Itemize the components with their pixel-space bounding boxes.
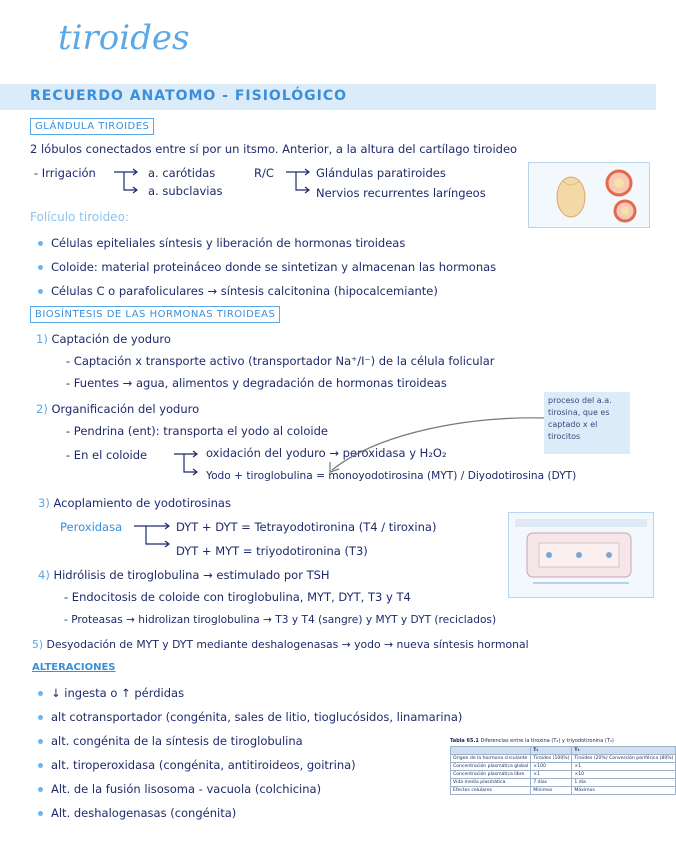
bullet-dot [38,265,43,270]
step2 [36,402,199,416]
peroxidasa-label: Peroxidasa [60,520,123,534]
alteration-text: alt. tiroperoxidasa (congénita, antitiroideos, goitrina) [51,758,356,772]
thyroid-drawing [529,163,649,227]
step-number: 4) [38,568,50,582]
bullet-dot [38,739,43,744]
biosynthesis-drawing [509,513,653,597]
step1 [36,332,171,346]
step3 [38,496,231,510]
step-title: Desyodación de MYT y DYT mediante deshalogenasas → yodo → nueva síntesis hormonal [46,638,529,651]
step4a: - Endocitosis de coloide con tiroglobulina, MYT, DYT, T3 y T4 [64,590,411,604]
table-cell: ×10 [572,771,676,779]
biosynthesis-heading: BIOSÍNTESIS DE LAS HORMONAS TIROIDEAS [30,306,280,323]
alteration-item [38,782,321,796]
follicle-item-text: Células epiteliales síntesis y liberación de hormonas tiroideas [51,236,406,250]
step3a: DYT + DYT = Tetrayodotironina (T4 / tiroxina) [176,520,437,534]
biosynthesis-diagram [508,512,654,598]
table-cell: ×1 [531,771,572,779]
bullet-dot [38,289,43,294]
follicle-item-text: Coloide: material proteináceo donde se sintetizan y almacenan las hormonas [51,260,497,274]
table-header-row [451,747,676,755]
step4b: - Proteasas → hidrolizan tiroglobulina → T3 y T4 (sangre) y MYT y DYT (reciclados) [64,614,497,626]
peroxidasa-bracket [132,516,174,552]
step-number: 1) [36,332,48,346]
rc-label: R/C [254,166,274,180]
irrigation-bracket [112,162,142,198]
step1b: - Fuentes → agua, alimentos y degradación de hormonas tiroideas [66,376,447,390]
table-cell: Efectos celulares [451,787,531,795]
table-caption-text: Diferencias entre la tiroxina (T₄) y triyodotironina (T₃) [480,738,614,744]
step-title: Organificación del yoduro [51,402,200,416]
thyroid-illustration [528,162,650,228]
table-cell: Vida media plasmática [451,779,531,787]
table-row [451,755,676,763]
alteration-item [38,734,303,748]
table-cell: ×100 [531,763,572,771]
step3b: DYT + MYT = triyodotironina (T3) [176,544,368,558]
alteration-text: alt cotransportador (congénita, sales de litio, tioglucósidos, linamarina) [51,710,463,724]
table-cell: Concentración plasmática libre [451,771,531,779]
step-title: Acoplamiento de yodotirosinas [53,496,231,510]
follicle-item [38,260,496,274]
step-number: 2) [36,402,48,416]
step-number: 3) [38,496,50,510]
table-cell: Mínimos [531,787,572,795]
bullet-dot [38,715,43,720]
note-arrow [320,412,550,478]
table-row [451,779,676,787]
table-row [451,787,676,795]
follicle-item-text: Células C o parafoliculares → síntesis calcitonina (hipocalcemiante) [51,284,438,298]
relations-bracket [284,162,314,198]
rel-paratiroides: Glándulas paratiroides [316,166,446,180]
table-cell: Concentración plasmática global [451,763,531,771]
rel-nervios: Nervios recurrentes laríngeos [316,186,486,200]
table-cell: 7 días [531,779,572,787]
step-title: Hidrólisis de tiroglobulina → estimulado por TSH [53,568,330,582]
art-subclavias: a. subclavias [148,184,223,198]
alteration-item [38,806,236,820]
alteration-item [38,758,356,772]
step5 [32,638,529,651]
side-note: proceso del a.a. tirosina, que es captado x el tirocitos [544,392,630,454]
page-title: tiroides [58,18,190,58]
table-row [451,771,676,779]
table-cell: Tiroides (20%) Conversión periférica (80%) [572,755,676,763]
table-cell: Origen de la hormona circulante [451,755,531,763]
alteration-text: ↓ ingesta o ↑ pérdidas [51,686,185,700]
coloide-bracket [172,444,202,480]
step2a: - Pendrina (ent): transporta el yodo al coloide [66,424,328,438]
alteration-item [38,686,184,700]
gland-heading: GLÁNDULA TIROIDES [30,118,154,135]
irrigation-label: - Irrigación [34,166,96,180]
table-row [451,763,676,771]
bullet-dot [38,811,43,816]
alteration-item [38,710,462,724]
hormone-table [450,738,674,795]
art-carotidas: a. carótidas [148,166,216,180]
bullet-dot [38,691,43,696]
step2c: oxidación del yoduro → peroxidasa y H₂O₂ [206,446,447,460]
step-title: Captación de yoduro [51,332,171,346]
follicle-item [38,236,405,250]
step2d: Yodo + tiroglobulina = monoyodotirosina (MYT) / Diyodotirosina (DYT) [206,470,577,482]
table-caption [450,738,646,744]
table-cell: Tiroides (100%) [531,755,572,763]
alteration-text: Alt. de la fusión lisosoma - vacuola (colchicina) [51,782,322,796]
step1a: - Captación x transporte activo (transportador Na⁺/I⁻) de la célula folicular [66,354,495,368]
alterations-heading: ALTERACIONES [32,662,116,673]
step4 [38,568,330,582]
table-header-cell [451,747,531,755]
table-grid [450,746,676,795]
follicle-heading: Folículo tiroideo: [30,210,129,224]
gland-line1: 2 lóbulos conectados entre sí por un itsmo. Anterior, a la altura del cartílago tiroideo [30,142,518,156]
alteration-text: Alt. deshalogenasas (congénita) [51,806,237,820]
step-number: 5) [32,638,44,651]
table-cell: ×1 [572,763,676,771]
table-header-cell: T₄ [531,747,572,755]
bullet-dot [38,763,43,768]
bullet-dot [38,787,43,792]
table-caption-number: Tabla 65.1 [450,738,479,744]
section-heading: RECUERDO ANATOMO - FISIOLÓGICO [30,88,348,104]
bullet-dot [38,241,43,246]
table-cell: 1 día [572,779,676,787]
step2b: - En el coloide [66,448,148,462]
alteration-text: alt. congénita de la síntesis de tiroglobulina [51,734,303,748]
follicle-item [38,284,438,298]
table-header-cell: T₃ [572,747,676,755]
table-cell: Máximos [572,787,676,795]
